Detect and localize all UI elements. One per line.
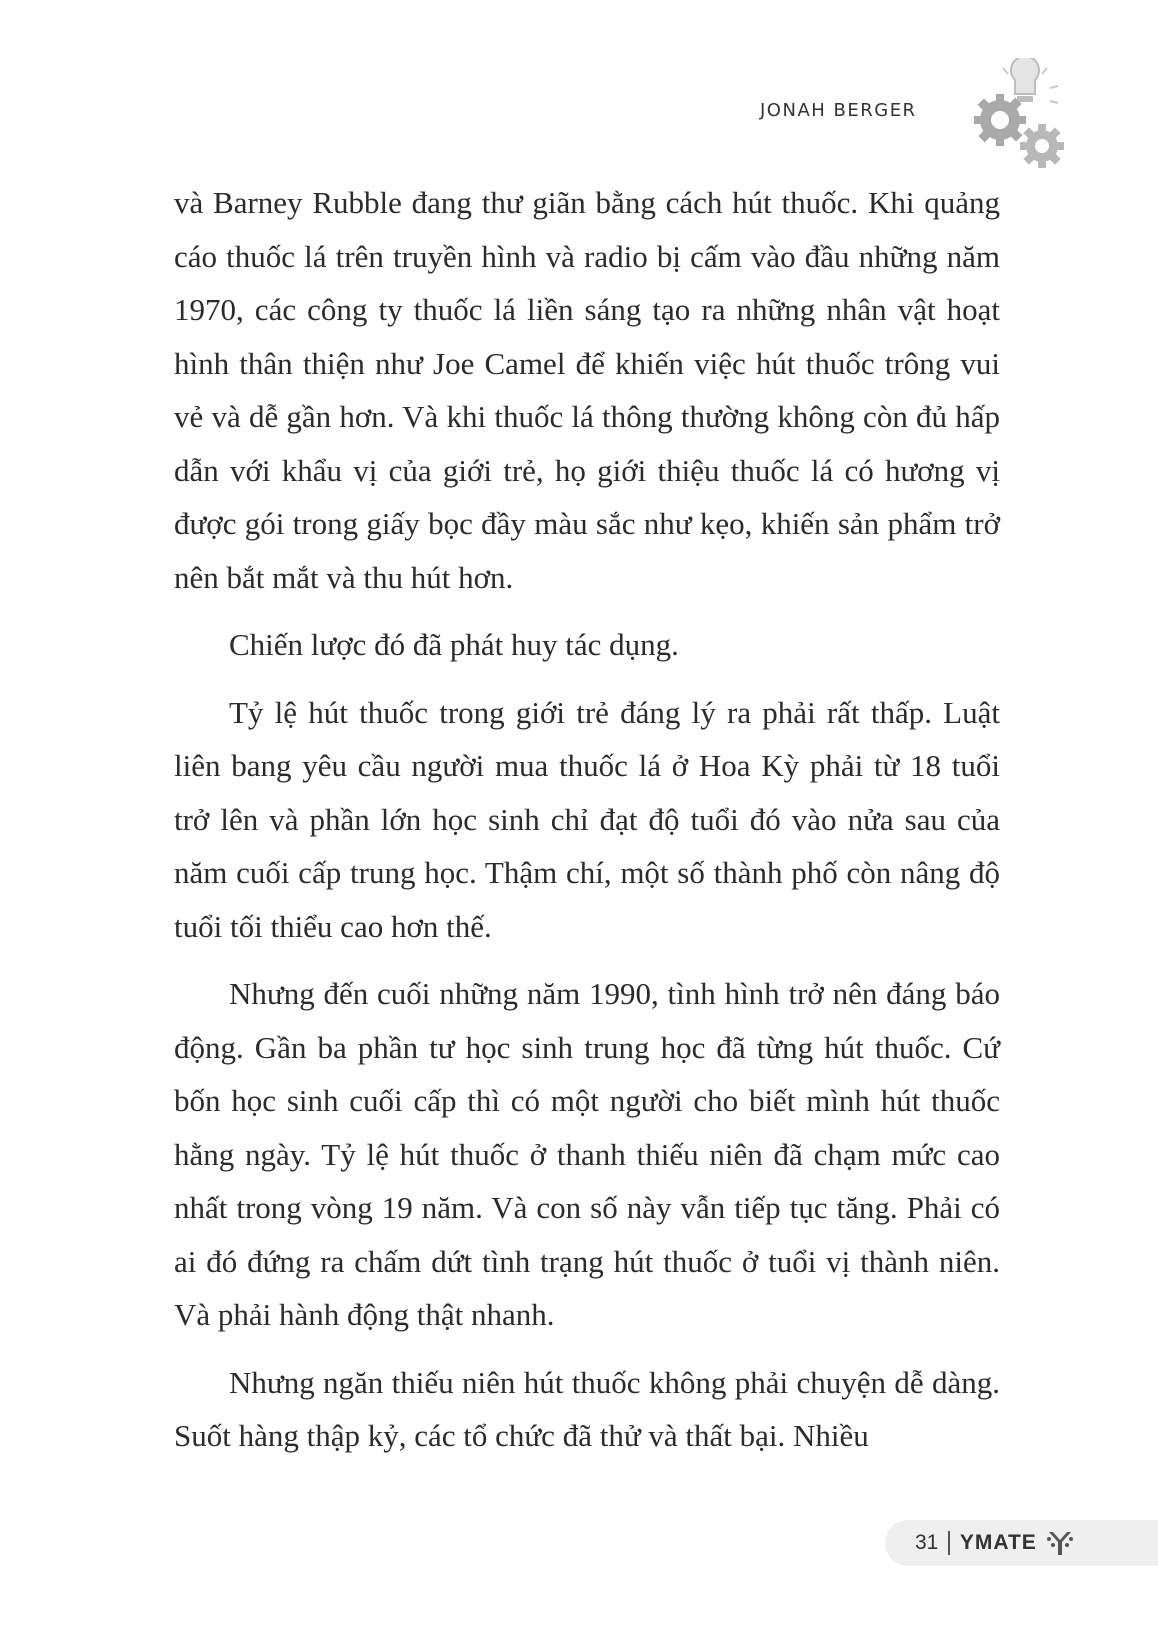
page-footer	[885, 1520, 1158, 1566]
body-text	[174, 176, 1000, 1477]
gears-lightbulb-icon	[970, 58, 1080, 173]
page-number: 31	[915, 1531, 939, 1554]
paragraph: Chiến lược đó đã phát huy tác dụng.	[229, 627, 679, 662]
ymate-logo-icon	[1045, 1528, 1075, 1558]
paragraph: và Barney Rubble đang thư giãn bằng cách hút thuốc. Khi quảng cáo thuốc lá trên truyền hình và radio bị cấm vào đầu những năm 1970, các công ty thuốc lá liền sáng tạo ra những nhân vật hoạt hình thân thiện như Joe Camel để khiến việc hút thuốc trông vui vẻ và dễ gần hơn. Và khi thuốc lá thông thường không còn đủ hấp dẫn với khẩu vị của giới trẻ, họ giới thiệu thuốc lá có hương vị được gói trong giấy bọc đầy màu sắc như kẹo, khiến sản phẩm trở nên bắt mắt và thu hút hơn.	[174, 185, 1000, 595]
paragraph: Nhưng đến cuối những năm 1990, tình hình trở nên đáng báo động. Gần ba phần tư học sinh trung học đã từng hút thuốc. Cứ bốn học sinh cuối cấp thì có một người cho biết mình hút thuốc hằng ngày. Tỷ lệ hút thuốc ở thanh thiếu niên đã chạm mức cao nhất trong vòng 19 năm. Và con số này vẫn tiếp tục tăng. Phải có ai đó đứng ra chấm dứt tình trạng hút thuốc ở tuổi vị thành niên. Và phải hành động thật nhanh.	[174, 976, 1000, 1332]
brand-name: YMATE	[959, 1531, 1037, 1554]
footer-divider	[948, 1531, 950, 1555]
paragraph: Nhưng ngăn thiếu niên hút thuốc không phải chuyện dễ dàng. Suốt hàng thập kỷ, các tổ chức đã thử và thất bại. Nhiều	[174, 1364, 1000, 1453]
running-head-author: JONAH BERGER	[760, 100, 917, 121]
paragraph: Tỷ lệ hút thuốc trong giới trẻ đáng lý ra phải rất thấp. Luật liên bang yêu cầu người mua thuốc lá ở Hoa Kỳ phải từ 18 tuổi trở lên và phần lớn học sinh chỉ đạt độ tuổi đó vào nửa sau của năm cuối cấp trung học. Thậm chí, một số thành phố còn nâng độ tuổi tối thiểu cao hơn thế.	[174, 694, 1000, 944]
